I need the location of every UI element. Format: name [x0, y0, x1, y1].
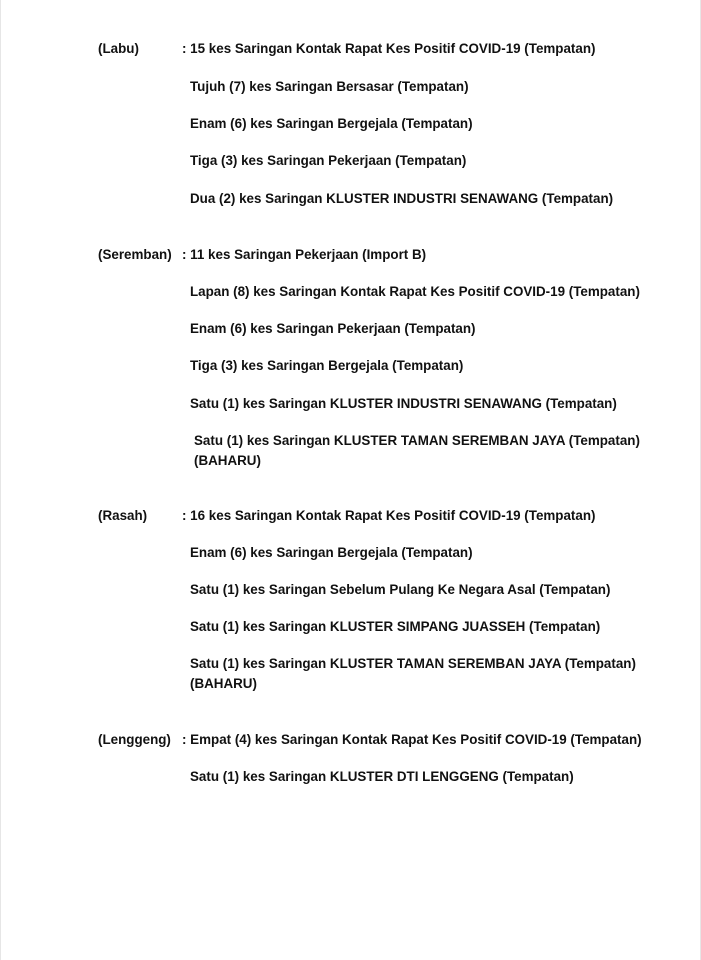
district-label: (Labu) — [98, 41, 139, 56]
case-line: : Empat (4) kes Saringan Kontak Rapat Kes Positif COVID-19 (Tempatan) — [182, 732, 642, 747]
case-line: Satu (1) kes Saringan KLUSTER SIMPANG JUASSEH (Tempatan) — [190, 619, 601, 634]
case-line: Lapan (8) kes Saringan Kontak Rapat Kes Positif COVID-19 (Tempatan) — [190, 284, 640, 299]
case-line: Tiga (3) kes Saringan Pekerjaan (Tempatan) — [190, 153, 467, 168]
case-line: Satu (1) kes Saringan KLUSTER TAMAN SEREMBAN JAYA (Tempatan) — [190, 656, 636, 671]
case-line: Enam (6) kes Saringan Pekerjaan (Tempatan) — [190, 321, 476, 336]
case-line: Enam (6) kes Saringan Bergejala (Tempatan) — [190, 116, 473, 131]
case-line: Tujuh (7) kes Saringan Bersasar (Tempatan) — [190, 79, 469, 94]
case-line: Enam (6) kes Saringan Bergejala (Tempatan) — [190, 545, 473, 560]
case-line: Satu (1) kes Saringan KLUSTER TAMAN SEREMBAN JAYA (Tempatan) — [194, 433, 640, 448]
case-line: Satu (1) kes Saringan KLUSTER INDUSTRI SENAWANG (Tempatan) — [190, 396, 617, 411]
case-line: : 15 kes Saringan Kontak Rapat Kes Positif COVID-19 (Tempatan) — [182, 41, 596, 56]
case-line: Satu (1) kes Saringan KLUSTER DTI LENGGENG (Tempatan) — [190, 769, 574, 784]
case-line: Satu (1) kes Saringan Sebelum Pulang Ke Negara Asal (Tempatan) — [190, 582, 611, 597]
case-line: Tiga (3) kes Saringan Bergejala (Tempatan) — [190, 358, 464, 373]
case-line: : 16 kes Saringan Kontak Rapat Kes Positif COVID-19 (Tempatan) — [182, 508, 596, 523]
case-line: : 11 kes Saringan Pekerjaan (Import B) — [182, 247, 427, 262]
district-label: (Rasah) — [98, 508, 148, 523]
case-line-continuation: (BAHARU) — [194, 453, 261, 468]
case-line-continuation: (BAHARU) — [190, 676, 257, 691]
district-label: (Lenggeng) — [98, 732, 171, 747]
district-label: (Seremban) — [98, 247, 172, 262]
case-line: Dua (2) kes Saringan KLUSTER INDUSTRI SENAWANG (Tempatan) — [190, 191, 614, 206]
